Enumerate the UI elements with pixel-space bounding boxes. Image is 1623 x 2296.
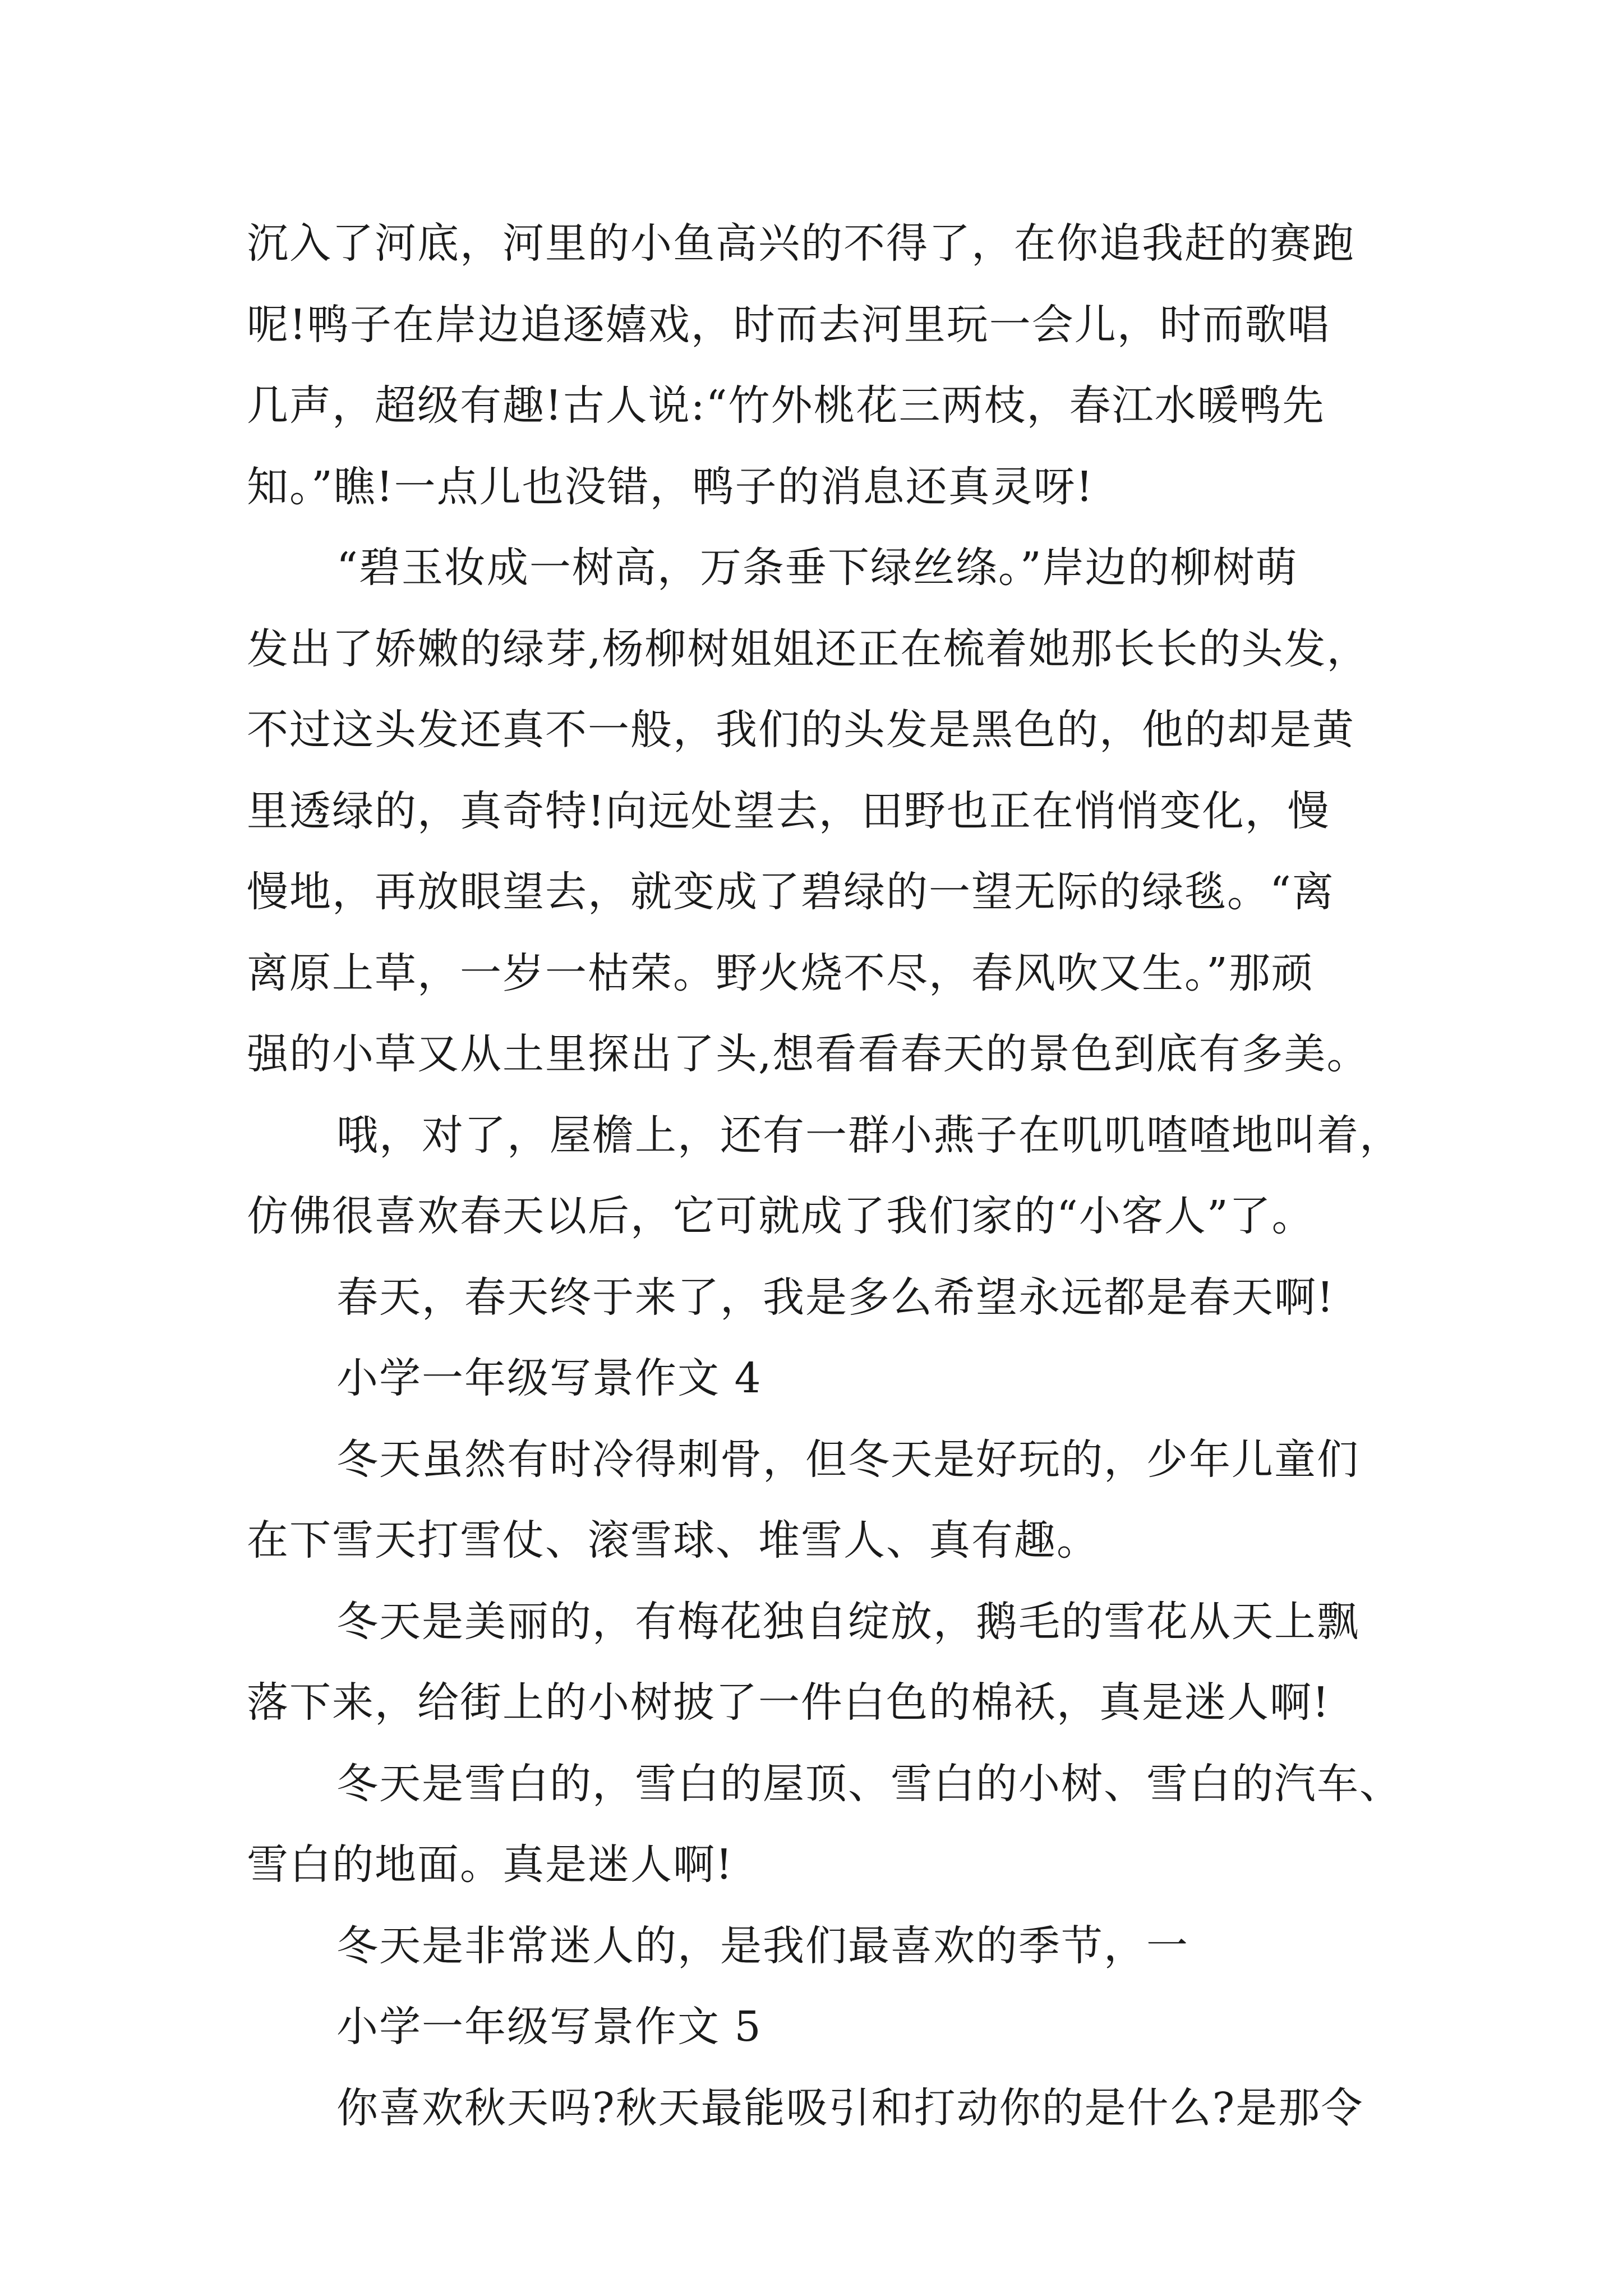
text-line: 你喜欢秋天吗?秋天最能吸引和打动你的是什么?是那令 [336,2084,1364,2132]
text-line: 冬天是雪白的，雪白的屋顶、雪白的小树、雪白的汽车、 [336,1760,1402,1808]
text-line: 冬天是非常迷人的，是我们最喜欢的季节，一 [336,1922,1189,1970]
section-heading: 小学一年级写景作文 4 [336,1354,762,1402]
text-line: 冬天是美丽的，有梅花独自绽放，鹅毛的雪花从天上飘 [336,1598,1359,1646]
text-line: “碧玉妆成一树高，万条垂下绿丝绦。”岸边的柳树萌 [336,544,1298,592]
text-line: 在下雪天打雪仗、滚雪球、堆雪人、真有趣。 [247,1516,1099,1565]
text-line: 不过这头发还真不一般，我们的头发是黑色的，他的却是黄 [247,706,1355,754]
section-heading: 小学一年级写景作文 5 [336,2003,762,2051]
text-line: 强的小草又从土里探出了头,想看看春天的景色到底有多美。 [247,1030,1370,1078]
text-line: 沉入了河底，河里的小鱼高兴的不得了，在你追我赶的赛跑 [247,219,1355,268]
text-line: 雪白的地面。真是迷人啊! [247,1841,734,1889]
text-line: 呢!鸭子在岸边追逐嬉戏，时而去河里玩一会儿，时而歌唱 [247,301,1330,349]
text-line: 离原上草，一岁一枯荣。野火烧不尽，春风吹又生。”那顽 [247,949,1314,997]
text-line: 春天，春天终于来了，我是多么希望永远都是春天啊! [336,1273,1335,1322]
text-line: 慢地，再放眼望去，就变成了碧绿的一望无际的绿毯。“离 [247,868,1335,916]
text-line: 落下来，给街上的小树披了一件白色的棉袄，真是迷人啊! [247,1678,1330,1727]
text-line: 发出了娇嫩的绿芽,杨柳树姐姐还正在梳着她那长长的头发， [247,625,1370,673]
text-line: 哦，对了，屋檐上，还有一群小燕子在叽叽喳喳地叫着， [336,1111,1402,1159]
text-line: 里透绿的，真奇特!向远处望去，田野也正在悄悄变化，慢 [247,787,1330,835]
text-line: 仿佛很喜欢春天以后，它可就成了我们家的“小客人”了。 [247,1192,1315,1240]
text-line: 冬天虽然有时冷得刺骨，但冬天是好玩的，少年儿童们 [336,1435,1359,1484]
text-line: 知。”瞧!一点儿也没错，鸭子的消息还真灵呀! [247,463,1094,511]
text-line: 几声，超级有趣!古人说:“竹外桃花三两枝，春江水暖鸭先 [247,381,1325,430]
